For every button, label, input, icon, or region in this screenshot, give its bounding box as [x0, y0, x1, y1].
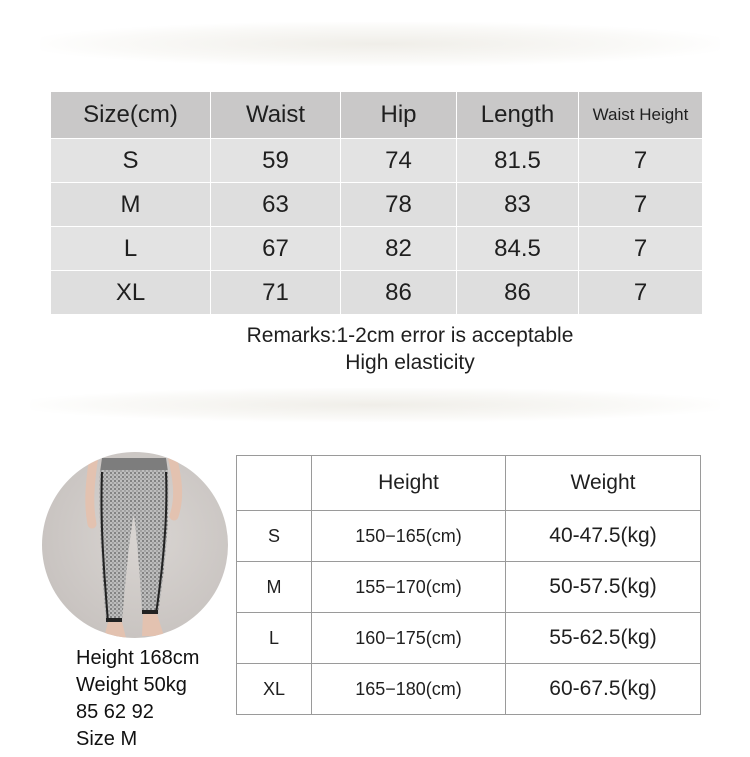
remarks [200, 322, 620, 376]
model-weight: Weight 50kg [76, 674, 187, 696]
hw-size-cell: S [237, 511, 312, 562]
hw-weight-cell: 55-62.5(kg) [506, 613, 701, 664]
hw-weight-cell: 60-67.5(kg) [506, 664, 701, 715]
hw-height-cell: 155−170(cm) [312, 562, 506, 613]
waist-height-cell: 7 [579, 271, 703, 315]
table-row [51, 227, 703, 271]
size-cell: S [51, 139, 211, 183]
header-waist-height: Waist Height [579, 92, 703, 139]
waist-height-cell: 7 [579, 183, 703, 227]
header-length: Length [457, 92, 579, 139]
length-cell: 86 [457, 271, 579, 315]
hw-header-empty [237, 456, 312, 511]
hip-cell: 74 [341, 139, 457, 183]
length-cell: 81.5 [457, 139, 579, 183]
hw-size-cell: L [237, 613, 312, 664]
waist-height-cell: 7 [579, 227, 703, 271]
waist-cell: 63 [211, 183, 341, 227]
background-smudge-middle [30, 388, 720, 422]
header-hip: Hip [341, 92, 457, 139]
table-row [237, 511, 701, 562]
size-cell: XL [51, 271, 211, 315]
hw-size-cell: XL [237, 664, 312, 715]
hw-weight-cell: 40-47.5(kg) [506, 511, 701, 562]
waist-height-cell: 7 [579, 139, 703, 183]
length-cell: 83 [457, 183, 579, 227]
waist-cell: 59 [211, 139, 341, 183]
hw-weight-cell: 50-57.5(kg) [506, 562, 701, 613]
hw-height-cell: 165−180(cm) [312, 664, 506, 715]
hw-height-cell: 150−165(cm) [312, 511, 506, 562]
size-chart-header-row [51, 92, 703, 139]
size-cell: M [51, 183, 211, 227]
hip-cell: 82 [341, 227, 457, 271]
table-row [51, 271, 703, 315]
model-photo [42, 452, 228, 638]
model-size: Size M [76, 728, 138, 750]
leggings-illustration [42, 452, 228, 638]
table-row [237, 613, 701, 664]
waist-cell: 71 [211, 271, 341, 315]
table-row [237, 562, 701, 613]
height-weight-table [236, 455, 701, 715]
hip-cell: 78 [341, 183, 457, 227]
hw-header-weight: Weight [506, 456, 701, 511]
hip-cell: 86 [341, 271, 457, 315]
remarks-elasticity-note: High elasticity [345, 351, 475, 374]
table-row [51, 139, 703, 183]
header-waist: Waist [211, 92, 341, 139]
model-measurements: 85 62 92 [76, 701, 154, 723]
hw-header-height: Height [312, 456, 506, 511]
background-smudge-top [40, 22, 720, 66]
waist-cell: 67 [211, 227, 341, 271]
header-size: Size(cm) [51, 92, 211, 139]
model-info [76, 645, 199, 753]
length-cell: 84.5 [457, 227, 579, 271]
table-row [51, 183, 703, 227]
hw-header-row [237, 456, 701, 511]
hw-size-cell: M [237, 562, 312, 613]
remarks-error-note: Remarks:1-2cm error is acceptable [246, 324, 574, 347]
size-cell: L [51, 227, 211, 271]
model-height: Height 168cm [76, 647, 200, 669]
size-chart-table [50, 91, 703, 315]
table-row [237, 664, 701, 715]
hw-height-cell: 160−175(cm) [312, 613, 506, 664]
